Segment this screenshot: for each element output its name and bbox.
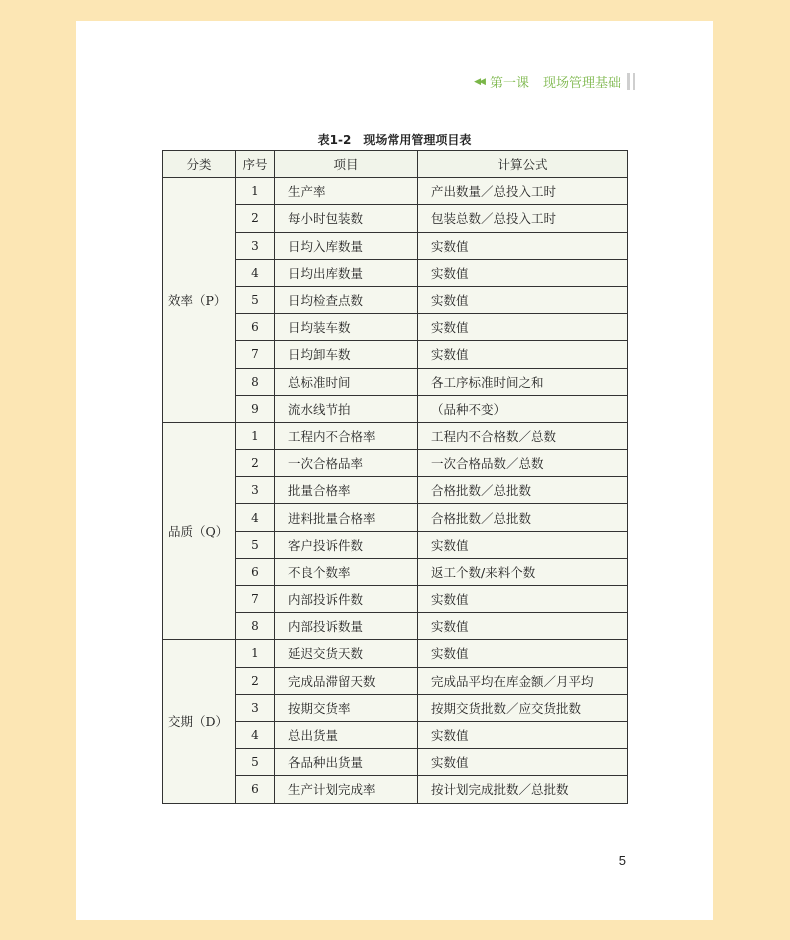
formula-cell: 包装总数／总投入工时 [418, 205, 628, 232]
item-name-cell: 完成品滞留天数 [275, 667, 418, 694]
category-cell: 品质（Q） [163, 422, 236, 640]
formula-cell: 合格批数／总批数 [418, 504, 628, 531]
running-header [474, 72, 635, 91]
row-number-cell: 2 [236, 450, 275, 477]
formula-cell: 产出数量／总投入工时 [418, 178, 628, 205]
formula-cell: 实数值 [418, 286, 628, 313]
row-number-cell: 3 [236, 232, 275, 259]
formula-cell: 实数值 [418, 232, 628, 259]
item-name-cell: 一次合格品率 [275, 450, 418, 477]
item-name-cell: 日均装车数 [275, 314, 418, 341]
item-name-cell: 批量合格率 [275, 477, 418, 504]
row-number-cell: 7 [236, 586, 275, 613]
item-name-cell: 进料批量合格率 [275, 504, 418, 531]
double-arrow-left-icon: ◀◀ [474, 76, 484, 87]
formula-cell: 一次合格品数／总数 [418, 450, 628, 477]
row-number-cell: 5 [236, 749, 275, 776]
table-row [163, 640, 628, 667]
header-bars-decoration [627, 73, 635, 90]
row-number-cell: 2 [236, 667, 275, 694]
item-name-cell: 内部投诉件数 [275, 586, 418, 613]
formula-cell: 实数值 [418, 613, 628, 640]
page-number: 5 [618, 853, 626, 868]
table-row [163, 178, 628, 205]
item-name-cell: 日均出库数量 [275, 259, 418, 286]
row-number-cell: 9 [236, 395, 275, 422]
row-number-cell: 6 [236, 314, 275, 341]
row-number-cell: 8 [236, 613, 275, 640]
table-caption: 表1-2 现场常用管理项目表 [317, 133, 472, 147]
row-number-cell: 1 [236, 178, 275, 205]
column-header-category: 分类 [163, 151, 236, 178]
item-name-cell: 客户投诉件数 [275, 531, 418, 558]
table-header-row [163, 151, 628, 178]
lesson-label: 第一课 [489, 76, 529, 91]
formula-cell: 工程内不合格数／总数 [418, 422, 628, 449]
row-number-cell: 1 [236, 422, 275, 449]
row-number-cell: 8 [236, 368, 275, 395]
formula-cell: 实数值 [418, 314, 628, 341]
row-number-cell: 4 [236, 259, 275, 286]
formula-cell: 按期交货批数／应交货批数 [418, 694, 628, 721]
table-body [163, 178, 628, 803]
formula-cell: 实数值 [418, 749, 628, 776]
formula-cell: 实数值 [418, 259, 628, 286]
formula-cell: 实数值 [418, 640, 628, 667]
item-name-cell: 延迟交货天数 [275, 640, 418, 667]
item-name-cell: 工程内不合格率 [275, 422, 418, 449]
column-header-formula: 计算公式 [418, 151, 628, 178]
category-cell: 效率（P） [163, 178, 236, 423]
column-header-item: 项目 [275, 151, 418, 178]
row-number-cell: 3 [236, 477, 275, 504]
item-name-cell: 不良个数率 [275, 558, 418, 585]
item-name-cell: 总出货量 [275, 721, 418, 748]
category-cell: 交期（D） [163, 640, 236, 803]
formula-cell: 各工序标准时间之和 [418, 368, 628, 395]
formula-cell: 按计划完成批数／总批数 [418, 776, 628, 803]
row-number-cell: 4 [236, 504, 275, 531]
row-number-cell: 2 [236, 205, 275, 232]
table-row [163, 422, 628, 449]
item-name-cell: 日均检查点数 [275, 286, 418, 313]
row-number-cell: 4 [236, 721, 275, 748]
formula-cell: 实数值 [418, 531, 628, 558]
formula-cell: 实数值 [418, 341, 628, 368]
column-header-no: 序号 [236, 151, 275, 178]
row-number-cell: 5 [236, 531, 275, 558]
item-name-cell: 生产计划完成率 [275, 776, 418, 803]
formula-cell: 合格批数／总批数 [418, 477, 628, 504]
item-name-cell: 总标准时间 [275, 368, 418, 395]
item-name-cell: 内部投诉数量 [275, 613, 418, 640]
formula-cell: 实数值 [418, 721, 628, 748]
management-items-table [162, 150, 628, 804]
row-number-cell: 6 [236, 558, 275, 585]
formula-cell: 返工个数/来料个数 [418, 558, 628, 585]
row-number-cell: 1 [236, 640, 275, 667]
row-number-cell: 3 [236, 694, 275, 721]
item-name-cell: 流水线节拍 [275, 395, 418, 422]
formula-cell: 实数值 [418, 586, 628, 613]
formula-cell: 完成品平均在库金额／月平均 [418, 667, 628, 694]
row-number-cell: 6 [236, 776, 275, 803]
item-name-cell: 每小时包装数 [275, 205, 418, 232]
item-name-cell: 各品种出货量 [275, 749, 418, 776]
item-name-cell: 日均卸车数 [275, 341, 418, 368]
row-number-cell: 5 [236, 286, 275, 313]
chapter-title: 现场管理基础 [542, 76, 621, 91]
formula-cell: （品种不变） [418, 395, 628, 422]
item-name-cell: 日均入库数量 [275, 232, 418, 259]
item-name-cell: 生产率 [275, 178, 418, 205]
book-page [76, 21, 713, 920]
row-number-cell: 7 [236, 341, 275, 368]
item-name-cell: 按期交货率 [275, 694, 418, 721]
